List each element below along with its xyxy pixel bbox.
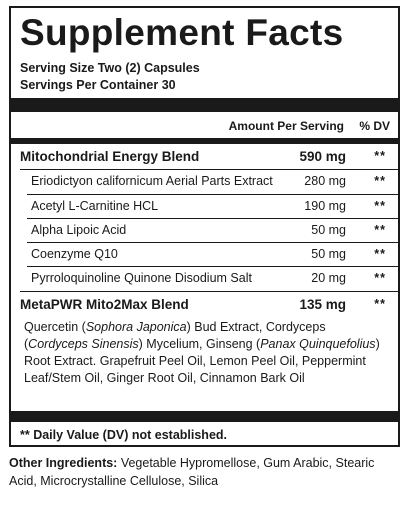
blend-dv: ** <box>374 297 386 311</box>
blend-name: Mitochondrial Energy Blend <box>20 149 200 164</box>
desc-latin-name: Sophora Japonica <box>85 320 187 334</box>
ingredient-amount: 50 mg <box>311 247 346 261</box>
other-ingredients-label: Other Ingredients: <box>9 456 118 470</box>
other-ingredients-text: Vegetable Hypromellose, Gum Arabic, Stearic Acid, Microcrystalline Cellulose, Silica <box>9 456 375 488</box>
ingredient-name: Alpha Lipoic Acid <box>31 223 127 237</box>
desc-text: Quercetin ( <box>24 320 86 334</box>
amount-per-serving-header: Amount Per Serving <box>228 119 344 133</box>
ingredient-name: Coenzyme Q10 <box>31 247 118 261</box>
ingredient-amount: 50 mg <box>311 223 346 237</box>
row-divider <box>20 169 398 170</box>
ingredient-amount: 20 mg <box>311 271 346 285</box>
desc-text: ) Bud Extract, Cordyceps ( <box>24 320 326 351</box>
desc-text: ) Mycelium, Ginseng ( <box>138 337 261 351</box>
ingredient-amount: 190 mg <box>304 199 346 213</box>
blend-dv: ** <box>374 149 386 163</box>
desc-text: ) Root Extract. Grapefruit Peel Oil, Lemon Peel Oil, Peppermint Leaf/Stem Oil, Ginger Root Oil, Cinnamon Bark Oil <box>24 337 380 385</box>
row-divider <box>27 266 398 267</box>
ingredient-dv: ** <box>374 271 386 285</box>
ingredient-name: Eriodictyon californicum Aerial Parts Extract <box>31 174 273 188</box>
ingredient-dv: ** <box>374 199 386 213</box>
row-divider <box>27 242 398 243</box>
dv-header: % DV <box>359 119 390 133</box>
ingredient-dv: ** <box>374 174 386 188</box>
medium-divider <box>11 138 398 144</box>
ingredient-amount: 280 mg <box>304 174 346 188</box>
desc-latin-name: Cordyceps Sinensis <box>28 337 139 351</box>
blend-name: MetaPWR Mito2Max Blend <box>20 297 189 312</box>
thick-divider-top <box>11 98 398 112</box>
servings-per-container: Servings Per Container 30 <box>20 78 176 92</box>
thick-divider-bottom <box>11 411 398 422</box>
blend-description <box>24 319 386 387</box>
row-divider <box>27 218 398 219</box>
blend-amount: 135 mg <box>299 297 346 312</box>
ingredient-name: Pyrroloquinoline Quinone Disodium Salt <box>31 271 252 285</box>
panel-title: Supplement Facts <box>20 12 344 53</box>
serving-size: Serving Size Two (2) Capsules <box>20 61 200 75</box>
supplement-facts-panel <box>9 6 400 447</box>
row-divider <box>27 194 398 195</box>
desc-latin-name: Panax Quinquefolius <box>260 337 376 351</box>
ingredient-dv: ** <box>374 247 386 261</box>
ingredient-dv: ** <box>374 223 386 237</box>
footnote: ** Daily Value (DV) not established. <box>20 428 228 442</box>
row-divider <box>20 291 398 292</box>
blend-amount: 590 mg <box>299 149 346 164</box>
other-ingredients <box>9 454 399 490</box>
ingredient-name: Acetyl L-Carnitine HCL <box>31 199 159 213</box>
